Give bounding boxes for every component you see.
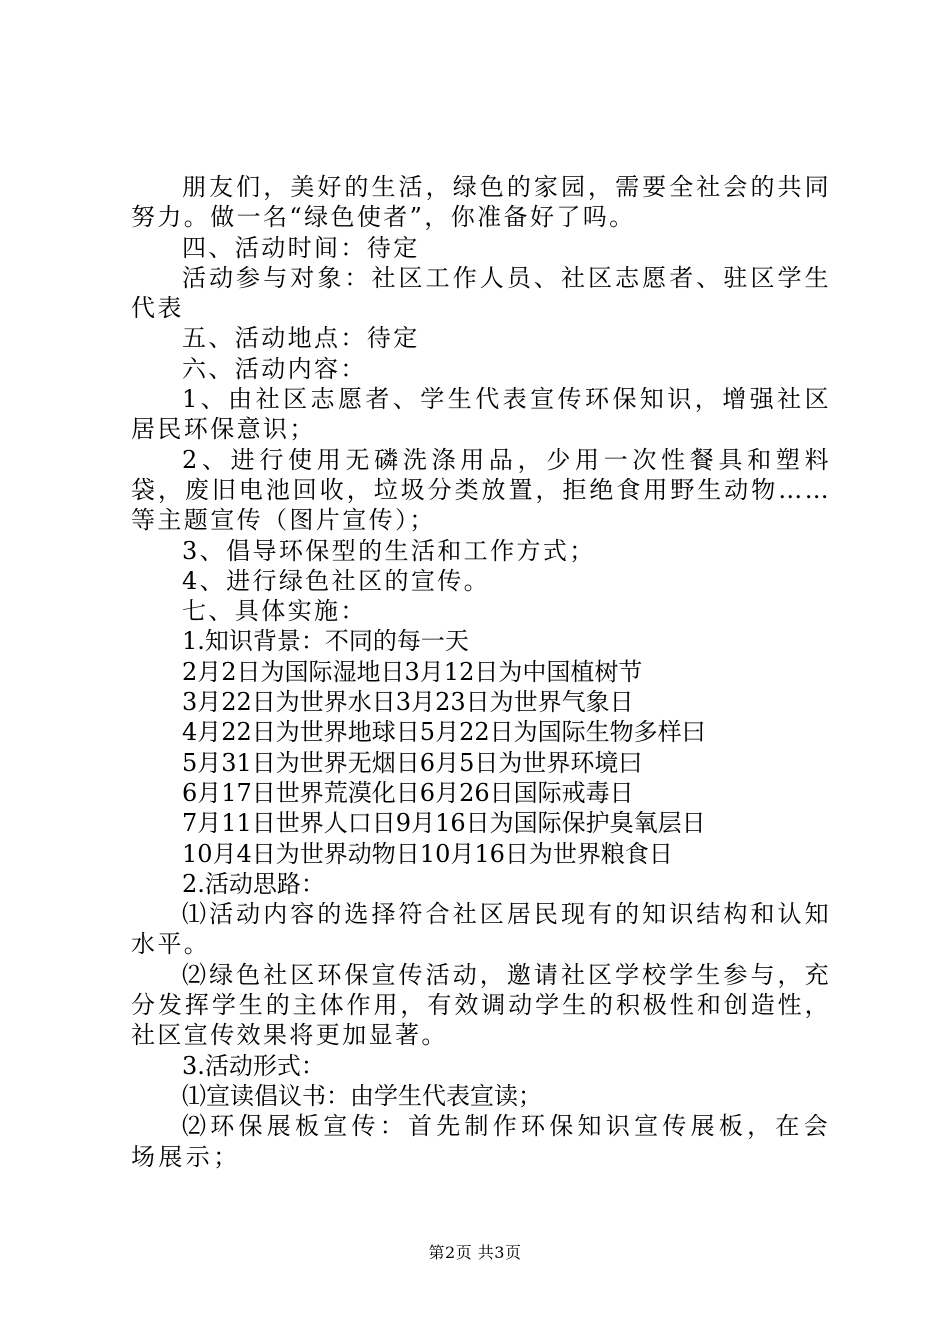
paragraph-date-line-7: 10月4日为世界动物日10月16日为世界粮食日 (182, 839, 673, 868)
paragraph-content-item-2: 2、进行使用无磷洗涤用品，少用一次性餐具和塑料袋，废旧电池回收，垃圾分类放置，拒绝食用野生动物……等主题宣传（图片宣传）； (131, 445, 831, 535)
paragraph-knowledge-background: 1.知识背景：不同的每一天 (182, 627, 469, 656)
paragraph-idea-item-2: ⑵绿色社区环保宣传活动，邀请社区学校学生参与，充分发挥学生的主体作用，有效调动学生的积极性和创造性，社区宣传效果将更加显著。 (131, 960, 831, 1050)
paragraph-date-line-5: 6月17日世界荒漠化日6月26日国际戒毒日 (182, 778, 634, 807)
paragraph-date-line-1: 2月2日为国际湿地日3月12日为中国植树节 (182, 657, 643, 686)
paragraph-date-line-6: 7月11日世界人口日9月16日为国际保护臭氧层日 (182, 809, 706, 838)
document-body (131, 172, 831, 1172)
paragraph-date-line-2: 3月22日为世界水日3月23日为世界气象日 (182, 688, 634, 717)
paragraph-idea-item-1: ⑴活动内容的选择符合社区居民现有的知识结构和认知水平。 (131, 900, 831, 959)
paragraph-form-item-2: ⑵环保展板宣传：首先制作环保知识宣传展板，在会场展示； (131, 1112, 831, 1171)
paragraph-date-line-3: 4月22日为世界地球日5月22日为国际生物多样曰 (182, 718, 706, 747)
paragraph-implementation-heading: 七、具体实施： (182, 597, 367, 626)
paragraph-form-item-1: ⑴宣读倡议书：由学生代表宣读； (182, 1081, 542, 1110)
page-number-footer: 第2页 共3页 (428, 1243, 522, 1262)
paragraph-activity-time: 四、活动时间：待定 (182, 233, 420, 262)
paragraph-activity-form-heading: 3.活动形式： (182, 1051, 325, 1080)
paragraph-date-line-4: 5月31日为世界无烟日6月5日为世界环境曰 (182, 748, 643, 777)
paragraph-closing-appeal: 朋友们，美好的生活，绿色的家园，需要全社会的共同努力。做一名“绿色使者”，你准备好了吗。 (131, 173, 831, 232)
paragraph-content-item-4: 4、进行绿色社区的宣传。 (182, 566, 491, 595)
paragraph-activity-location: 五、活动地点：待定 (182, 324, 420, 353)
paragraph-content-item-3: 3、倡导环保型的生活和工作方式； (182, 536, 596, 565)
paragraph-participants: 活动参与对象：社区工作人员、社区志愿者、驻区学生代表 (131, 263, 831, 323)
paragraph-activity-content-heading: 六、活动内容： (182, 354, 367, 383)
paragraph-content-item-1: 1、由社区志愿者、学生代表宣传环保知识，增强社区居民环保意识； (131, 385, 831, 444)
paragraph-activity-idea-heading: 2.活动思路： (182, 869, 325, 898)
